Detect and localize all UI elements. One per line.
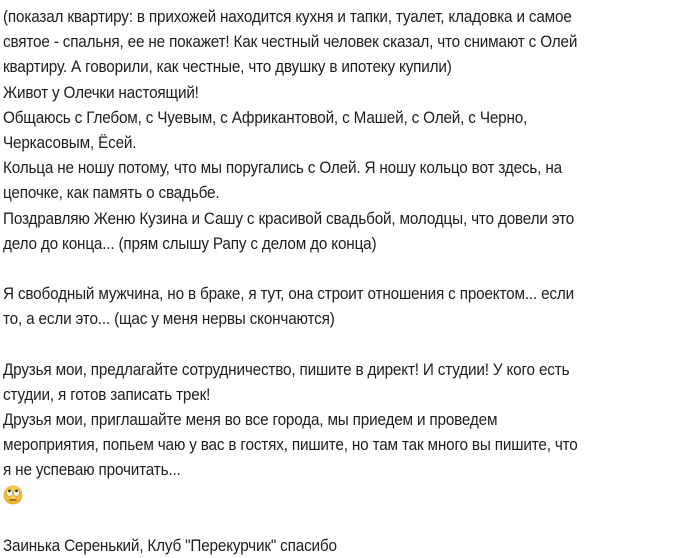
text-line: я не успеваю прочитать... bbox=[3, 460, 181, 480]
paragraph-free-man bbox=[3, 281, 699, 331]
text-line: святое - спальня, ее не покажет! Как честный человек сказал, что снимают с Олей bbox=[3, 32, 578, 52]
spacer bbox=[3, 508, 699, 533]
spacer bbox=[3, 256, 699, 281]
text-line: Друзья мои, приглашайте меня во все города, мы приедем и проведем bbox=[3, 410, 498, 429]
text-line: студии, я готов записать трек! bbox=[3, 384, 211, 404]
document-text bbox=[3, 4, 699, 558]
text-line: квартиру. А говорили, как честные, что двушку в ипотеку купили) bbox=[3, 57, 452, 77]
spacer bbox=[3, 331, 699, 356]
text-line: Черкасовым, Ёсей. bbox=[3, 132, 137, 152]
text-line: Кольца не ношу потому, что мы поругались с Олей. Я ношу кольцо вот здесь, на bbox=[3, 158, 562, 178]
text-line: Друзья мои, предлагайте сотрудничество, пишите в директ! И студии! У кого есть bbox=[3, 359, 570, 379]
text-line: мероприятия, попьем чаю у вас в гостях, пишите, но там так много вы пишите, что bbox=[3, 435, 578, 455]
closing-line: Заинька Серенький, Клуб "Перекурчик" спасибо bbox=[3, 535, 337, 555]
text-line: Живот у Олечки настоящий! bbox=[3, 82, 199, 102]
rolling-eyes-emoji-icon bbox=[3, 483, 699, 508]
text-line: дело до конца... (прям слышу Рапу с делом до конца) bbox=[3, 233, 377, 253]
text-line: Поздравляю Женю Кузина и Сашу с красивой свадьбой, молодцы, что довели это bbox=[3, 208, 575, 228]
paragraph-apartment bbox=[3, 4, 699, 256]
text-line: (показал квартиру: в прихожей находится кухня и тапки, туалет, кладовка и самое bbox=[3, 7, 572, 26]
text-line: то, а если это... (щас у меня нервы скончаются) bbox=[3, 309, 335, 329]
text-line: Я свободный мужчина, но в браке, я тут, она строит отношения с проектом... если bbox=[3, 284, 575, 304]
text-line: Общаюсь с Глебом, с Чуевым, с Африкантовой, с Машей, с Олей, с Черно, bbox=[3, 107, 528, 127]
text-line: цепочке, как память о свадьбе. bbox=[3, 183, 220, 203]
paragraph-friends bbox=[3, 357, 699, 483]
